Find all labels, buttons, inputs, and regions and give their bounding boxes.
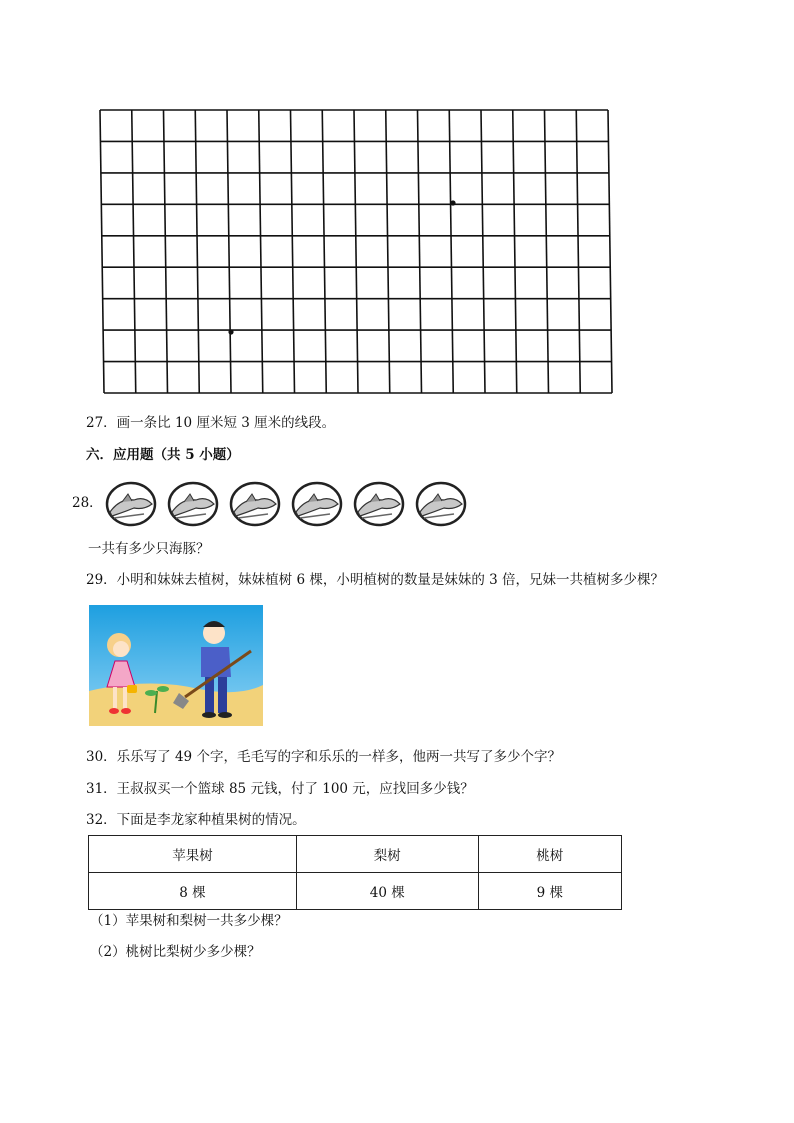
grid-line <box>354 110 358 393</box>
grid-dot <box>450 200 455 205</box>
grid-line <box>227 110 231 393</box>
table-header-cell: 梨树 <box>296 836 478 873</box>
grid-line <box>164 110 168 393</box>
table-cell: 8 棵 <box>89 873 297 910</box>
dolphin-icon <box>417 483 465 525</box>
question-29: 29．小明和妹妹去植树，妹妹植树 6 棵，小明植树的数量是妹妹的 3 倍，兄妹一共植树多少棵？ <box>86 572 665 588</box>
planting-tree-illustration <box>89 605 263 726</box>
table-header-cell: 桃树 <box>478 836 621 873</box>
grid-line <box>449 110 453 393</box>
table-row <box>89 873 622 910</box>
table-row <box>89 836 622 873</box>
grid-line <box>386 110 390 393</box>
grid-dot <box>228 329 233 334</box>
grid-line <box>195 110 199 393</box>
grid-line <box>132 110 136 393</box>
question-28-number: 28． <box>72 495 103 511</box>
table-cell: 40 棵 <box>296 873 478 910</box>
question-31: 31．王叔叔买一个篮球 85 元钱，付了 100 元，应找回多少钱？ <box>86 781 474 797</box>
grid-line <box>291 110 295 393</box>
dolphin-icon <box>293 483 341 525</box>
dolphin-icon <box>231 483 279 525</box>
dolphin-row <box>104 478 470 530</box>
question-32: 32．下面是李龙家种植果树的情况。 <box>86 812 306 828</box>
table-header-cell: 苹果树 <box>89 836 297 873</box>
question-30: 30．乐乐写了 49 个字，毛毛写的字和乐乐的一样多，他两一共写了多少个字？ <box>86 749 561 765</box>
grid-line <box>608 110 612 393</box>
dolphin-icon <box>107 483 155 525</box>
grid-line <box>481 110 485 393</box>
question-28-text: 一共有多少只海豚？ <box>88 541 210 557</box>
question-32-sub1: （1）苹果树和梨树一共多少棵？ <box>90 913 288 929</box>
grid-line <box>100 110 104 393</box>
table-cell: 9 棵 <box>478 873 621 910</box>
dolphin-icon <box>169 483 217 525</box>
question-32-sub2: （2）桃树比梨树少多少棵？ <box>90 944 261 960</box>
grid-line <box>545 110 549 393</box>
section-heading: 六．应用题（共 5 小题） <box>86 447 240 463</box>
grid-line <box>418 110 422 393</box>
question-27: 27．画一条比 10 厘米短 3 厘米的线段。 <box>86 415 336 431</box>
grid-line <box>513 110 517 393</box>
grid-line <box>576 110 580 393</box>
dolphin-icon <box>355 483 403 525</box>
square-grid <box>96 106 616 396</box>
grid-line <box>322 110 326 393</box>
grid-line <box>259 110 263 393</box>
fruit-tree-table <box>88 835 622 910</box>
